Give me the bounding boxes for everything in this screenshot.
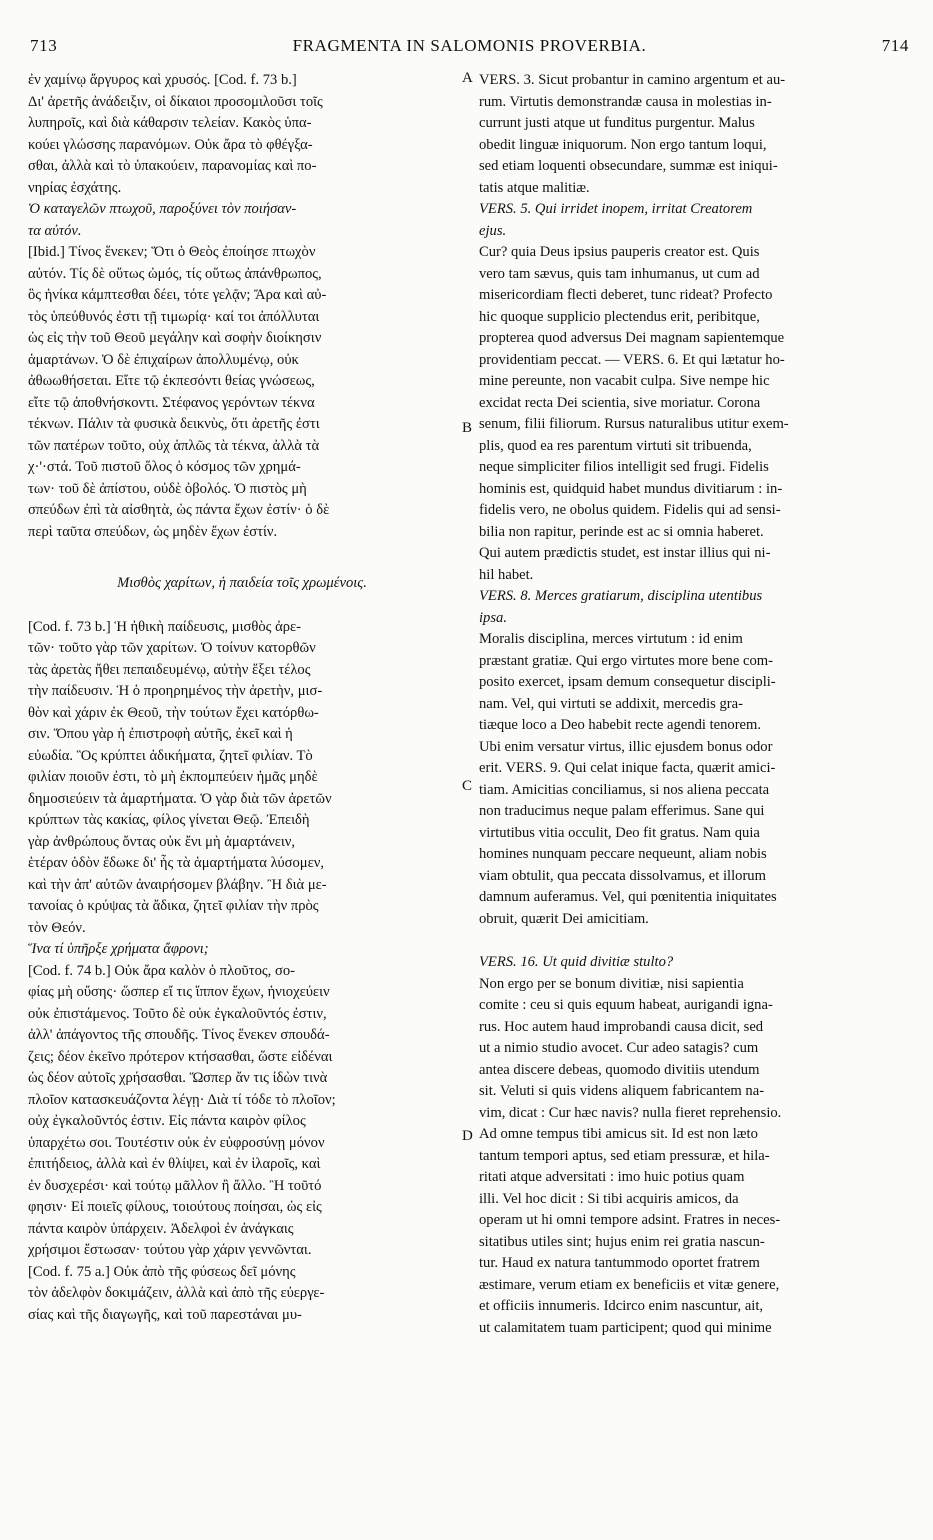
text-line: misericordiam flecti deberet, tunc rideat? Profecto — [479, 287, 773, 303]
text-line: τὸν ἀδελφὸν δοκιμάζειν, ἀλλὰ καὶ ἀπὸ τῆς εὐεργε- — [28, 1285, 325, 1301]
latin-text-column — [479, 70, 907, 1339]
text-line: σίας καὶ τῆς διαγωγῆς, καὶ τοῦ παρεστάναι μυ- — [28, 1306, 302, 1323]
text-line: vim, dicat : Cur hæc navis? nulla fieret reprehensio. — [479, 1104, 782, 1121]
text-line: γὰρ ἀνθρώπους ὄντας οὐκ ἔνι μὴ ἁμαρτάνειν, — [28, 833, 296, 850]
running-header — [30, 36, 909, 60]
margin-letter-b: B — [462, 420, 473, 436]
text-line: VERS. 3. Sicut probantur in camino argentum et au- — [479, 72, 786, 88]
text-line: ὑπαρχέτω σοι. Τουτέστιν οὐκ ἐν εὐφροσύνῃ μόνον — [28, 1134, 325, 1151]
text-line: φιλίαν ποιοῦν ἐστι, τὸ μὴ ἐκπομπεύειν ἡμᾶς μηδὲ — [28, 769, 318, 785]
text-line: operam ut hi omni tempore adsint. Fratres in neces- — [479, 1212, 781, 1228]
text-line: virtutibus vitia occulit, Deo fit gratus. Nam quia — [479, 824, 760, 841]
text-line: ἀθωωθήσεται. Εἴτε τῷ ἐκπεσόντι θείας γνώσεως, — [28, 373, 315, 389]
text-line: comite : ceu si quis equum habeat, aurigandi igna- — [479, 997, 773, 1013]
text-line: εὐωδία. Ὃς κρύπτει ἀδικήματα, ζητεῖ φιλίαν. Τὸ — [28, 747, 313, 764]
text-line: οὐκ ἐπιστάμενος. Τοῦτο δὲ οὐκ ἐγκαλοῦντός ἐστιν, — [28, 1005, 327, 1022]
text-line: τῶν πατέρων τοῦτο, οὐχ ἁπλῶς τὰ τέκνα, ἀλλὰ τὰ — [28, 437, 320, 454]
text-line: neque simpliciter filios intelligit sed frugi. Fidelis — [479, 459, 769, 475]
text-line: tiæque loco a Deo habebit recte agendi tenorem. — [479, 717, 762, 733]
text-line: οὐχ ἐγκαλοῦντός ἐστιν. Εἰς πάντα καιρὸν φίλος — [28, 1113, 306, 1129]
text-line: πλοῖον κατασκευάζοντα λέγῃ· Διὰ τί τόδε τὸ πλοῖον; — [28, 1091, 336, 1108]
text-line: senum, filii filiorum. Rursus naturalibus utitur exem- — [479, 416, 789, 432]
text-line: τὰς ἀρετὰς ἤθει πεπαιδευμένῳ, αὐτὴν ἕξει τέλος — [28, 661, 311, 678]
text-line: Ubi enim versatur virtus, illic ejusdem bonus odor — [479, 738, 773, 755]
text-line: ὡς δέον αὐτοῖς χρήσασθαι. Ὥσπερ ἄν τις ἰδὼν τινὰ — [28, 1070, 328, 1086]
text-line: providentiam peccat. — VERS. 6. Et qui lætatur ho- — [479, 351, 785, 368]
verse-line: ipsa. — [479, 609, 507, 626]
text-line: non traducimus neque palam efferimus. Sane qui — [479, 803, 765, 819]
text-line: τὸν Θεόν. — [28, 919, 86, 936]
text-line: ἐν δυσχερέσι· καὶ τούτῳ μᾶλλον ἢ ἄλλο. Ἢ τοῦτό — [28, 1177, 322, 1194]
text-line: Δι' ἀρετῆς ἀνάδειξιν, οἱ δίκαιοι προσομιλοῦσι τοῖς — [28, 93, 323, 110]
margin-letter-a: A — [462, 70, 473, 86]
text-line: et officiis innumeris. Idcirco enim nascuntur, ait, — [479, 1298, 764, 1314]
text-line: τὸς ὑπεύθυνός ἐστι τῇ τιμωρίᾳ· καί τοι ἀπόλλυται — [28, 308, 320, 325]
text-line: sitatibus utiles sint; hujus enim rei gratia nascun- — [479, 1233, 765, 1250]
text-line: ut calamitatem tuam participent; quod qui minime — [479, 1319, 772, 1336]
text-line: ζεις; δέον ἐκεῖνο πρότερον κτήσασθαι, ὥστε εἰδέναι — [28, 1048, 333, 1065]
text-line: damnum auferamus. Vel, qui pœnitentia iniquitates — [479, 889, 777, 905]
text-line: λυπηροῖς, καὶ διὰ κάθαρσιν τελείαν. Κακὸς ὑπα- — [28, 115, 312, 131]
text-line: σιν. Ὅπου γὰρ ἡ ἐπιστροφὴ αὐτῆς, ἐκεῖ καὶ ἡ — [28, 726, 293, 742]
lemma-line: Ἵνα τί ὑπῆρξε χρήματα ἄφρονι; — [28, 941, 209, 957]
text-line: χρήσιμοι ἔστωσαν· τούτου γὰρ χάριν γεννῶνται. — [28, 1242, 312, 1258]
lemma-line: τα αὐτόν. — [28, 222, 82, 239]
text-line: Ad omne tempus tibi amicus sit. Id est non læto — [479, 1126, 758, 1142]
text-line: πάντα καιρὸν ὑπάρχειν. Ἀδελφοὶ ἐν ἀνάγκαις — [28, 1220, 294, 1237]
text-line: ὡς εἰς τὴν τοῦ Θεοῦ μεγάλην καὶ σοφὴν διοίκησιν — [28, 330, 322, 346]
text-line: Cur? quia Deus ipsius pauperis creator est. Quis — [479, 244, 760, 260]
text-line: φησιν· Εἰ ποιεῖς φίλους, τοιούτους ποίησαι, ὡς εἰς — [28, 1199, 322, 1215]
verse-line: ejus. — [479, 222, 507, 239]
text-line: Non ergo per se bonum divitiæ, nisi sapientia — [479, 975, 744, 992]
text-line: rus. Hoc autem haud improbandi causa dicit, sed — [479, 1018, 764, 1035]
text-line: δημοσιεύειν τὰ ἁμαρτήματα. Ὁ γὰρ διὰ τῶν ἀρετῶν — [28, 790, 332, 807]
text-line: vero tam sævus, quis tam inhumanus, ut cum ad — [479, 265, 760, 282]
text-line: sed etiam loquenti obsecundare, summæ est iniqui- — [479, 158, 778, 174]
verse-line: VERS. 5. Qui irridet inopem, irritat Creatorem — [479, 201, 753, 217]
text-line: ἀλλ' ἀπάγοντος τῆς σπουδῆς. Τίνος ἕνεκεν σπουδά- — [28, 1027, 330, 1043]
text-line: excidat recta Dei scientia, sive moriatur. Corona — [479, 394, 761, 411]
text-line: αὐτόν. Τίς δὲ οὕτως ὠμός, τίς οὕτως ἀπάνθρωπος, — [28, 265, 322, 282]
text-line: hic quoque supplicio plectendus erit, peribitque, — [479, 308, 760, 325]
text-line: φίας μὴ οὔσης· ὥσπερ εἴ τις ἵππον ἔχων, ἡνιοχεύειν — [28, 984, 330, 1000]
text-line: ut a nimio studio avocet. Cur adeo satagis? cum — [479, 1040, 759, 1056]
text-line: æstimare, verum etiam ex beneficiis et vitæ genere, — [479, 1276, 780, 1293]
greek-text-column — [28, 70, 456, 1348]
text-line: bilia non rapitur, perinde est ac si omnia haberet. — [479, 523, 764, 540]
text-line: [Cod. f. 75 a.] Οὐκ ἀπὸ τῆς φύσεως δεῖ μόνης — [28, 1263, 296, 1280]
text-line: homines nunquam peccare nequeunt, aliam nobis — [479, 846, 767, 862]
lemma-line: Ὁ καταγελῶν πτωχοῦ, παροξύνει τὸν ποιήσαν- — [28, 201, 297, 217]
text-line: νηρίας ἐσχάτης. — [28, 179, 122, 196]
text-line: hil habet. — [479, 566, 534, 583]
text-line: τὴν παίδευσιν. Ἡ ὁ προηρημένος τὴν ἀρετὴν, μισ- — [28, 683, 323, 699]
text-line: [Cod. f. 74 b.] Οὐκ ἄρα καλὸν ὁ πλοῦτος, σο- — [28, 962, 295, 979]
text-line: tiam. Amicitias conciliamus, si nos aliena peccata — [479, 781, 770, 798]
text-line: obruit, quærit Dei amicitiam. — [479, 910, 649, 927]
text-line: posito exercet, ipsam demum consequetur discipli- — [479, 674, 776, 690]
text-line: ἐπιτήδειος, ἀλλὰ καὶ ἐν θλίψει, καὶ ἐν ἱλαροῖς, καὶ — [28, 1156, 321, 1172]
margin-letter-d: D — [462, 1128, 473, 1144]
text-line: [Ibid.] Τίνος ἕνεκεν; Ὅτι ὁ Θεὸς ἐποίησε πτωχὸν — [28, 244, 316, 260]
text-line: nam. Vel, qui virtuti se addixit, mercedis gra- — [479, 695, 743, 712]
text-line: ἁμαρτάνων. Ὁ δὲ ἐπιχαίρων ἀπολλυμένῳ, οὐκ — [28, 351, 299, 368]
text-line: περὶ ταῦτα σπεύδων, ὡς μηδὲν ἔχων ἐστίν. — [28, 523, 278, 540]
text-line: σπεύδων ἐπὶ τὰ αἰσθητὰ, ὡς πάντα ἔχων ἐστίν· ὁ δὲ — [28, 502, 330, 518]
text-line: antea discere debeas, quomodo divitiis utendum — [479, 1061, 760, 1078]
text-line: Moralis disciplina, merces virtutum : id enim — [479, 631, 743, 647]
text-line: fidelis vero, ne obolus quidem. Fidelis qui ad sensi- — [479, 502, 781, 518]
text-line: χ·'·στά. Τοῦ πιστοῦ ὅλος ὁ κόσμος τῶν χρημά- — [28, 459, 301, 475]
page-number-left: 713 — [30, 36, 58, 55]
text-line: tur. Haud ex natura tantummodo oportet fratrem — [479, 1255, 760, 1271]
text-line: tatis atque malitiæ. — [479, 179, 590, 196]
text-line: εἴτε τῷ ἀποθνήσκοντι. Στέφανος γερόντων τέκνα — [28, 394, 315, 411]
text-line: sit. Veluti si quis videns aliquem fabricantem na- — [479, 1083, 765, 1099]
section-heading: Μισθὸς χαρίτων, ἡ παιδεία τοῖς χρωμένοις. — [117, 575, 367, 591]
text-line: τέκνων. Πάλιν τὰ φυσικὰ δεικνὺς, ὅτι ἀρετῆς ἐστι — [28, 416, 320, 432]
text-line: illi. Vel hoc dicit : Si tibi acquiris amicos, da — [479, 1190, 739, 1207]
text-line: præstant gratiæ. Qui ergo virtutes more bene com- — [479, 652, 773, 669]
text-line: ἐν χαμίνῳ ἄργυρος καὶ χρυσός. [Cod. f. 73 b.] — [28, 72, 297, 88]
text-line: ὃς ἡνίκα κάμπτεσθαι δέει, τότε γελᾷν; Ἄρα καὶ αὐ- — [28, 287, 327, 303]
text-line: viam obtulit, qua peccata dissolvamus, et illorum — [479, 867, 766, 884]
verse-line: VERS. 16. Ut quid divitiæ stulto? — [479, 954, 674, 970]
text-line: currunt justi atque ut funditus purgentur. Malus — [479, 115, 755, 131]
text-line: mine pereunte, non vacabit culpa. Sive nempe hic — [479, 373, 770, 389]
text-line: obedit linguæ iniquorum. Non ergo tantum loqui, — [479, 136, 767, 153]
text-line — [28, 1326, 456, 1348]
text-line: rum. Virtutis demonstrandæ causa in molestias in- — [479, 93, 772, 110]
text-line: των· τοῦ δὲ ἀπίστου, οὐδὲ ὀβολός. Ὁ πιστὸς μὴ — [28, 480, 307, 497]
text-line: καὶ τὴν ἀπ' αὐτῶν ἀναιρήσομεν βλάβην. Ἢ διὰ με- — [28, 876, 327, 893]
text-line: ἑτέραν ὁδὸν ἔδωκε δι' ἧς τὰ ἁμαρτήματα λύσομεν, — [28, 855, 324, 871]
page-number-right: 714 — [881, 36, 909, 55]
text-line: tantum tempori aptus, sed etiam pressuræ, et hila- — [479, 1147, 770, 1164]
text-line: σθαι, ἀλλὰ καὶ τὸ ὑπακούειν, παρανομίας καὶ πο- — [28, 158, 317, 174]
running-title: FRAGMENTA IN SALOMONIS PROVERBIA. — [292, 36, 647, 55]
text-line: propterea quod adversus Dei magnam sapientemque — [479, 330, 785, 346]
text-line: Qui autem prædictis studet, est instar illius qui ni- — [479, 545, 771, 561]
text-line: τῶν· τοῦτο γὰρ τῶν χαρίτων. Ὁ τοίνυν κατορθῶν — [28, 640, 316, 656]
text-line: τανοίας ὁ κρύψας τὰ ἄδικα, ζητεῖ φιλίαν τὴν πρὸς — [28, 898, 319, 914]
text-line: κούει γλώσσης παρανόμων. Οὐκ ἄρα τὸ φθέγξα- — [28, 136, 313, 153]
text-line: θὸν καὶ χάριν ἐκ Θεοῦ, τὴν τούτων ἔχει κατόρθω- — [28, 704, 319, 721]
text-line: [Cod. f. 73 b.] Ἡ ἠθικὴ παίδευσις, μισθὸς ἀρε- — [28, 618, 301, 635]
text-line: hominis est, quidquid habet mundus divitiarum : in- — [479, 480, 783, 497]
margin-letter-c: C — [462, 778, 473, 794]
verse-line: VERS. 8. Merces gratiarum, disciplina utentibus — [479, 588, 763, 604]
text-line: ritati atque adversitati : imo huic potius quam — [479, 1169, 745, 1185]
text-line: κρύπτων τὰς κακίας, φίλος γίνεται Θεῷ. Ἐπειδὴ — [28, 812, 310, 828]
text-line: plis, quod ea res parentum virtuti sit tribuenda, — [479, 437, 752, 454]
text-line: erit. VERS. 9. Qui celat inique facta, quærit amici- — [479, 760, 776, 776]
